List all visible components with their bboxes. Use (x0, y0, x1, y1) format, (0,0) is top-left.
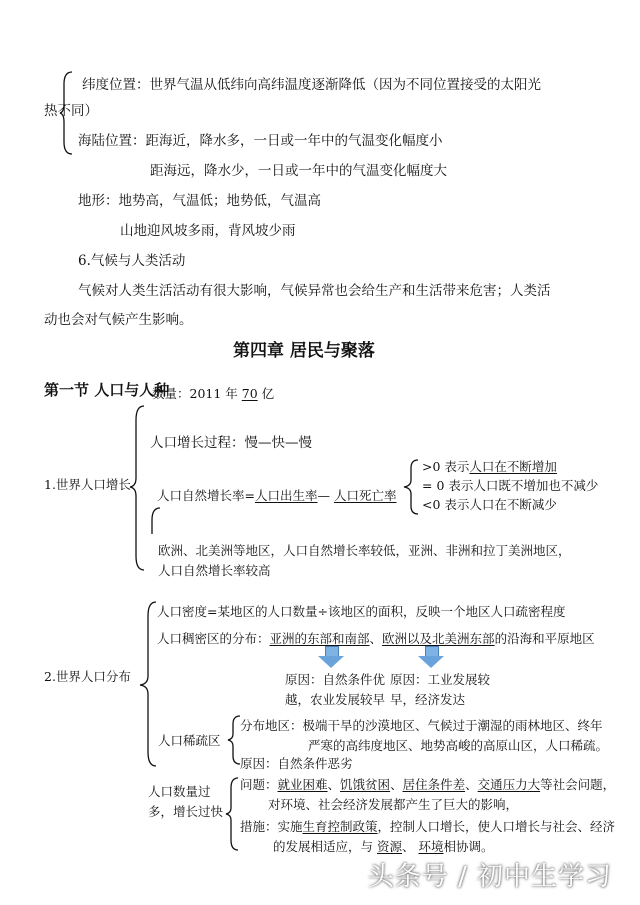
arrow-down-icon (418, 646, 444, 668)
regions-line2: 人口自然增长率较高 (158, 563, 271, 578)
watermark: 头条号 / 初中生学习 (367, 862, 612, 892)
climate-sea-near: 海陆位置：距海近，降水多，一日或一年中的气温变化幅度小 (78, 133, 443, 149)
world-growth-label: 1.世界人口增长 (44, 477, 131, 492)
distribution-label: 2.世界人口分布 (44, 669, 131, 684)
climate-terrain: 地形：地势高，气温低；地势低，气温高 (78, 193, 321, 209)
overgrowth-label-line1: 人口数量过 (148, 784, 211, 799)
section-6-paragraph-line1: 气候对人类生活活动有很大影响，气候异常也会给生产和生活带来危害；人类活 (78, 283, 551, 299)
sparse-area-line1: 分布地区：极端干旱的沙漠地区、气候过于潮湿的雨林地区、终年 (240, 718, 603, 733)
reason-dense-europe-line1: 原因：工业发展较 (390, 672, 491, 687)
section-6-title: 6.气候与人类活动 (78, 253, 186, 269)
reason-dense-asia-line1: 原因：自然条件优 (285, 672, 386, 687)
growth-process: 人口增长过程：慢—快—慢 (150, 435, 312, 451)
overgrowth-problems: 问题：就业困难、饥饿贫困、居住条件差、交通压力大等社会问题， (240, 777, 616, 792)
arrow-down-icon (318, 646, 344, 668)
overgrowth-problems-line2: 对环境、社会经济发展都产生了巨大的影响， (268, 797, 519, 812)
dense-regions: 人口稠密区的分布：亚洲的东部和南部、欧洲以及北美洲东部的沿海和平原地区 (157, 631, 595, 646)
sparse-area-line2: 严寒的高纬度地区、地势高峻的高原山区，人口稀疏。 (308, 738, 609, 753)
climate-latitude: 纬度位置：世界气温从低纬向高纬温度逐渐降低（因为不同位置接受的太阳光 (82, 77, 541, 93)
brace-sparse (228, 714, 240, 766)
section-6-paragraph-line2: 动也会对气候产生影响。 (44, 312, 193, 328)
sparse-reason: 原因：自然条件恶劣 (240, 756, 353, 771)
brace-overgrowth (226, 776, 238, 852)
overgrowth-measures-line2: 的发展相适应，与 资源、 环境相协调。 (273, 839, 494, 854)
natural-growth-rate: 人口自然增长率=人口出生率— 人口死亡率 (157, 488, 397, 503)
reason-dense-asia-line2: 越，农业发展较早 (285, 692, 386, 707)
section-title: 第一节 人口与人种 (44, 381, 170, 399)
rate-zero: = 0 表示人口既不增加也不减少 (422, 478, 599, 493)
population-count: 数量：2011 年 70 亿 (152, 386, 275, 401)
population-density: 人口密度=某地区的人口数量÷该地区的面积，反映一个地区人口疏密程度 (157, 604, 566, 619)
rate-positive: >0 表示人口在不断增加 (422, 459, 557, 474)
reason-dense-europe-line2: 早，经济发达 (390, 692, 466, 707)
chapter-title: 第四章 居民与聚落 (233, 341, 375, 361)
overgrowth-measures: 措施：实施生育控制政策，控制人口增长，使人口增长与社会、经济 (240, 819, 616, 834)
climate-mountain: 山地迎风坡多雨，背风坡少雨 (120, 223, 296, 239)
climate-sea-far: 距海远，降水少，一日或一年中的气温变化幅度大 (150, 163, 447, 179)
regions-line1: 欧洲、北美洲等地区，人口自然增长率较低，亚洲、非洲和拉丁美洲地区， (158, 543, 571, 558)
overgrowth-label-line2: 多，增长过快 (148, 804, 224, 819)
brace-regions (148, 506, 160, 540)
brace-world-growth (130, 404, 144, 572)
rate-negative: <0 表示人口在不断减少 (422, 497, 557, 512)
sparse-label: 人口稀疏区 (158, 733, 221, 748)
climate-latitude-cont: 热不同） (44, 103, 98, 119)
brace-distribution (140, 600, 156, 768)
brace-growth-rate (404, 458, 418, 516)
